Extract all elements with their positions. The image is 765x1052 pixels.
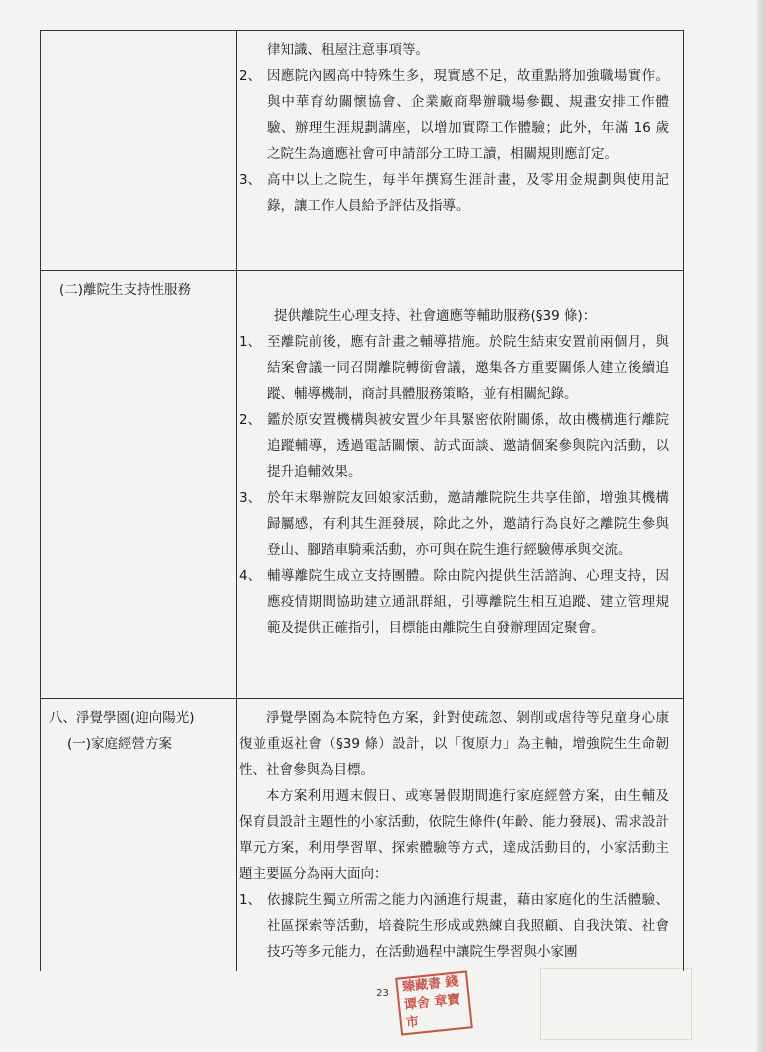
document-table xyxy=(40,30,684,971)
paragraph: 淨覺學園為本院特色方案，針對使疏忽、剝削或虐待等兒童身心康復並重返社會（§39 條）設計，以「復原力」為主軸，增強院生生命韌性、社會參與為目標。 xyxy=(239,710,669,778)
list-item xyxy=(239,407,669,485)
table-row-section7-continued xyxy=(41,31,684,271)
page-edge-shadow xyxy=(757,0,765,1052)
faint-seal-mark xyxy=(540,968,692,1040)
item-text: 依據院生獨立所需之能力內涵進行規畫，藉由家庭化的生活體驗、社區探索等活動，培養院生形成或熟練自我照顧、自我決策、社會技巧等多元能力，在活動過程中讓院生學習與小家團 xyxy=(267,892,669,960)
red-seal-stamp: 臻藏書 錢谭舍 章寶市 xyxy=(395,970,473,1035)
list-item xyxy=(239,167,669,219)
section-label-cell xyxy=(41,699,237,972)
item-number: 4、 xyxy=(239,568,262,584)
table-row-section8 xyxy=(41,699,684,972)
section-label: (二)離院生支持性服務 xyxy=(59,282,192,298)
section7-continued-content xyxy=(237,31,684,271)
item-number: 2、 xyxy=(239,412,262,428)
item-number: 3、 xyxy=(239,172,262,188)
item-text: 於年末舉辦院友回娘家活動，邀請離院院生共享佳節，增強其機構歸屬感，有利其生涯發展，除此之外，邀請行為良好之離院生參與登山、腳踏車騎乘活動，亦可與在院生進行經驗傳承與交流。 xyxy=(267,490,669,558)
list-item xyxy=(239,887,669,965)
section-sub-label: (一)家庭經營方案 xyxy=(67,736,173,752)
item-text: 高中以上之院生，每半年撰寫生涯計畫，及零用金規劃與使用記錄，讓工作人員給予評估及指導。 xyxy=(267,172,669,214)
paragraph: 本方案利用週末假日、或寒暑假期間進行家庭經營方案，由生輔及保育員設計主題性的小家活動，依院生條件(年齡、能力發展)、需求設計單元方案，利用學習單、探索體驗等方式，達成活動目的，小家活動主題主要區分為兩大面向： xyxy=(239,788,669,882)
item1-continued-text: 律知識、租屋注意事項等。 xyxy=(267,42,429,58)
empty-label-cell xyxy=(41,31,237,271)
item-text: 至離院前後，應有計畫之輔導措施。於院生結束安置前兩個月，與結案會議一同召開離院轉銜會議，邀集各方重要關係人建立後續追蹤、輔導機制，商討具體服務策略，並有相關紀錄。 xyxy=(267,334,669,402)
list-item xyxy=(239,485,669,563)
section7-2-content xyxy=(237,271,684,699)
table-row-section7-2 xyxy=(41,271,684,699)
list-item xyxy=(239,563,669,641)
section8-content xyxy=(237,699,684,972)
item-number: 2、 xyxy=(239,68,262,84)
list-item xyxy=(239,37,669,63)
item-number: 1、 xyxy=(239,334,262,350)
section-intro: 提供離院生心理支持、社會適應等輔助服務(§39 條)： xyxy=(274,308,597,324)
item-number: 3、 xyxy=(239,490,262,506)
item-text: 鑑於原安置機構與被安置少年具緊密依附關係，故由機構進行離院追蹤輔導，透過電話關懷、訪式面談、邀請個案參與院內活動，以提升追輔效果。 xyxy=(267,412,669,480)
list-item xyxy=(239,63,669,167)
list-item xyxy=(239,329,669,407)
page-number: 23 xyxy=(376,988,389,999)
item-text: 輔導離院生成立支持團體。除由院內提供生活諮詢、心理支持，因應疫情期間協助建立通訊群組，引導離院生相互追蹤、建立管理規範及提供正確指引，目標能由離院生自發辦理固定聚會。 xyxy=(267,568,669,636)
item-text: 因應院內國高中特殊生多，現實感不足，故重點將加強職場實作。與中華育幼關懷協會、企業廠商舉辦職場參觀、規畫安排工作體驗、辦理生涯規劃講座，以增加實際工作體驗；此外，年滿 16 歲之院生為適應社會可申請部分工時工讀，相關規則應訂定。 xyxy=(267,68,669,162)
section-label-cell xyxy=(41,271,237,699)
section-main-label: 八、淨覺學園(迎向陽光) xyxy=(49,710,195,726)
item-number: 1、 xyxy=(239,892,262,908)
